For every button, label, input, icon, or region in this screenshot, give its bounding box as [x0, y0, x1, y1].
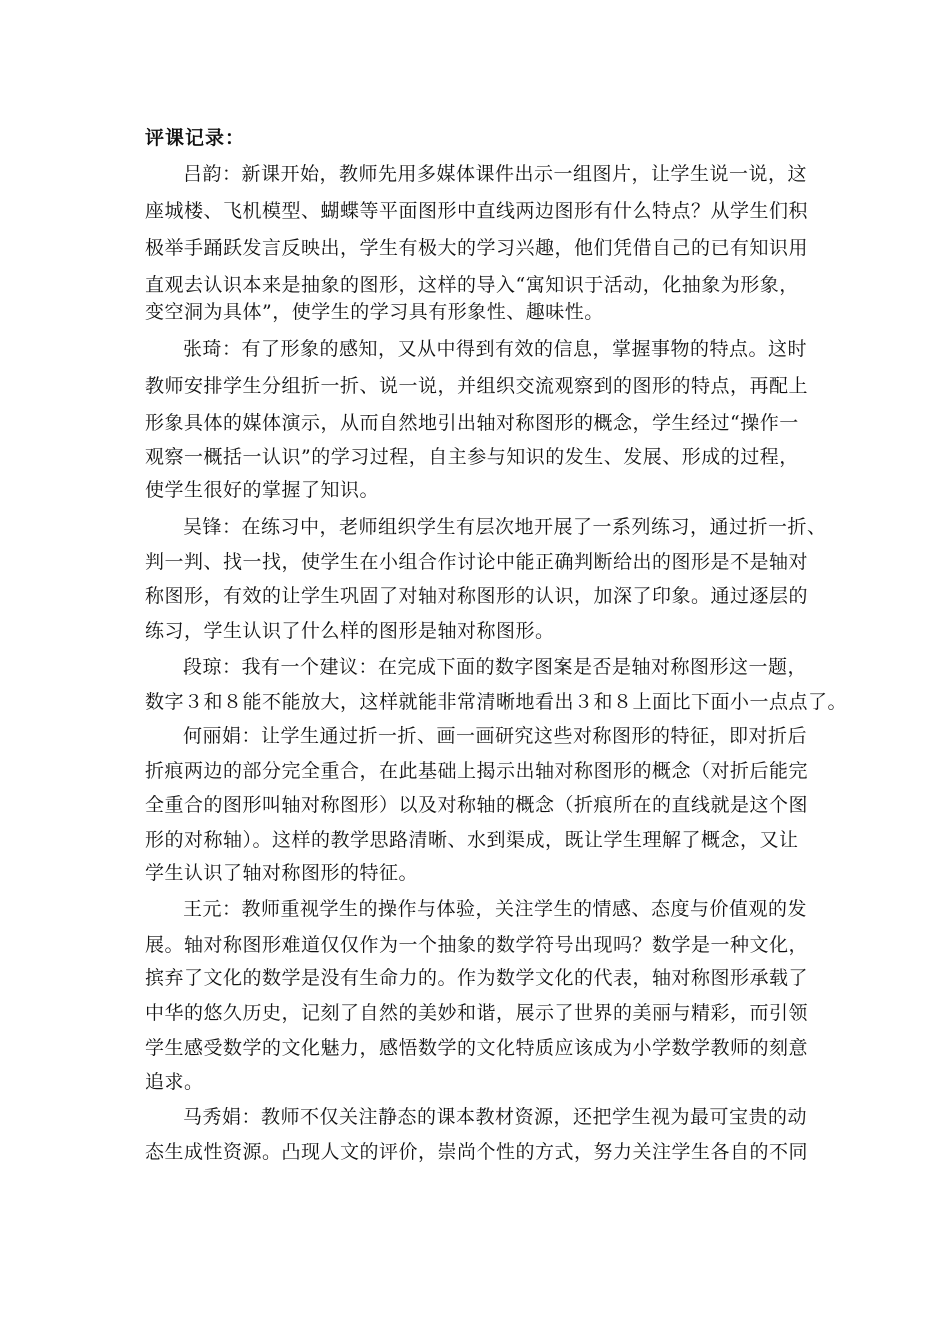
paragraph-line: 全重合的图形叫轴对称图形）以及对称轴的概念（折痕所在的直线就是这个图 [145, 794, 809, 816]
paragraph-line: 变空洞为具体”，使学生的学习具有形象性、趣味性。 [145, 301, 604, 323]
paragraph-line: 中华的悠久历史，记刻了自然的美妙和谐，展示了世界的美丽与精彩，而引领 [145, 1002, 809, 1024]
paragraph-line: 直观去认识本来是抽象的图形，这样的导入“寓知识于活动，化抽象为形象， [145, 274, 799, 296]
paragraph-line: 称图形，有效的让学生巩固了对轴对称图形的认识，加深了印象。通过逐层的 [145, 585, 809, 607]
paragraph-line: 张琦：有了形象的感知，又从中得到有效的信息，掌握事物的特点。这时 [183, 338, 808, 360]
paragraph-line: 马秀娟：教师不仅关注静态的课本教材资源，还把学生视为最可宝贵的动 [183, 1106, 808, 1128]
paragraph-line: 展。轴对称图形难道仅仅作为一个抽象的数学符号出现吗？数学是一种文化， [145, 934, 809, 956]
paragraph-line: 极举手踊跃发言反映出，学生有极大的学习兴趣，他们凭借自己的已有知识用 [145, 237, 809, 259]
paragraph-line: 折痕两边的部分完全重合，在此基础上揭示出轴对称图形的概念（对折后能完 [145, 760, 809, 782]
paragraph-line: 座城楼、飞机模型、蝴蝶等平面图形中直线两边图形有什么特点？从学生们积 [145, 200, 809, 222]
paragraph-line: 判一判、找一找，使学生在小组合作讨论中能正确判断给出的图形是不是轴对 [145, 551, 809, 573]
paragraph-line: 王元：教师重视学生的操作与体验，关注学生的情感、态度与价值观的发 [183, 898, 808, 920]
paragraph-line: 段琼：我有一个建议：在完成下面的数字图案是否是轴对称图形这一题， [183, 656, 808, 678]
paragraph-line: 数字３和８能不能放大，这样就能非常清晰地看出３和８上面比下面小一点点了。 [145, 691, 848, 713]
paragraph-line: 学生感受数学的文化魅力，感悟数学的文化特质应该成为小学数学教师的刻意 [145, 1037, 809, 1059]
paragraph-line: 教师安排学生分组折一折、说一说，并组织交流观察到的图形的特点，再配上 [145, 375, 809, 397]
paragraph-line: 吕韵：新课开始，教师先用多媒体课件出示一组图片，让学生说一说，这 [183, 163, 808, 185]
paragraph-line: 吴锋：在练习中，老师组织学生有层次地开展了一系列练习，通过折一折、 [183, 516, 827, 538]
paragraph-line: 学生认识了轴对称图形的特征。 [145, 862, 419, 884]
paragraph-line: 使学生很好的掌握了知识。 [145, 479, 380, 501]
paragraph-line: 观察一概括一认识”的学习过程，自主参与知识的发生、发展、形成的过程， [145, 446, 799, 468]
paragraph-line: 形象具体的媒体演示，从而自然地引出轴对称图形的概念，学生经过“操作一 [145, 412, 799, 434]
paragraph-line: 练习，学生认识了什么样的图形是轴对称图形。 [145, 620, 555, 642]
paragraph-line: 何丽娟：让学生通过折一折、画一画研究这些对称图形的特征，即对折后 [183, 725, 808, 747]
paragraph-line: 形的对称轴）。这样的教学思路清晰、水到渠成，既让学生理解了概念，又让 [145, 829, 799, 851]
document-heading: 评课记录： [145, 127, 246, 149]
paragraph-line: 态生成性资源。凸现人文的评价，崇尚个性的方式，努力关注学生各自的不同 [145, 1141, 809, 1163]
paragraph-line: 追求。 [145, 1071, 204, 1093]
paragraph-line: 摈弃了文化的数学是没有生命力的。作为数学文化的代表，轴对称图形承载了 [145, 967, 809, 989]
